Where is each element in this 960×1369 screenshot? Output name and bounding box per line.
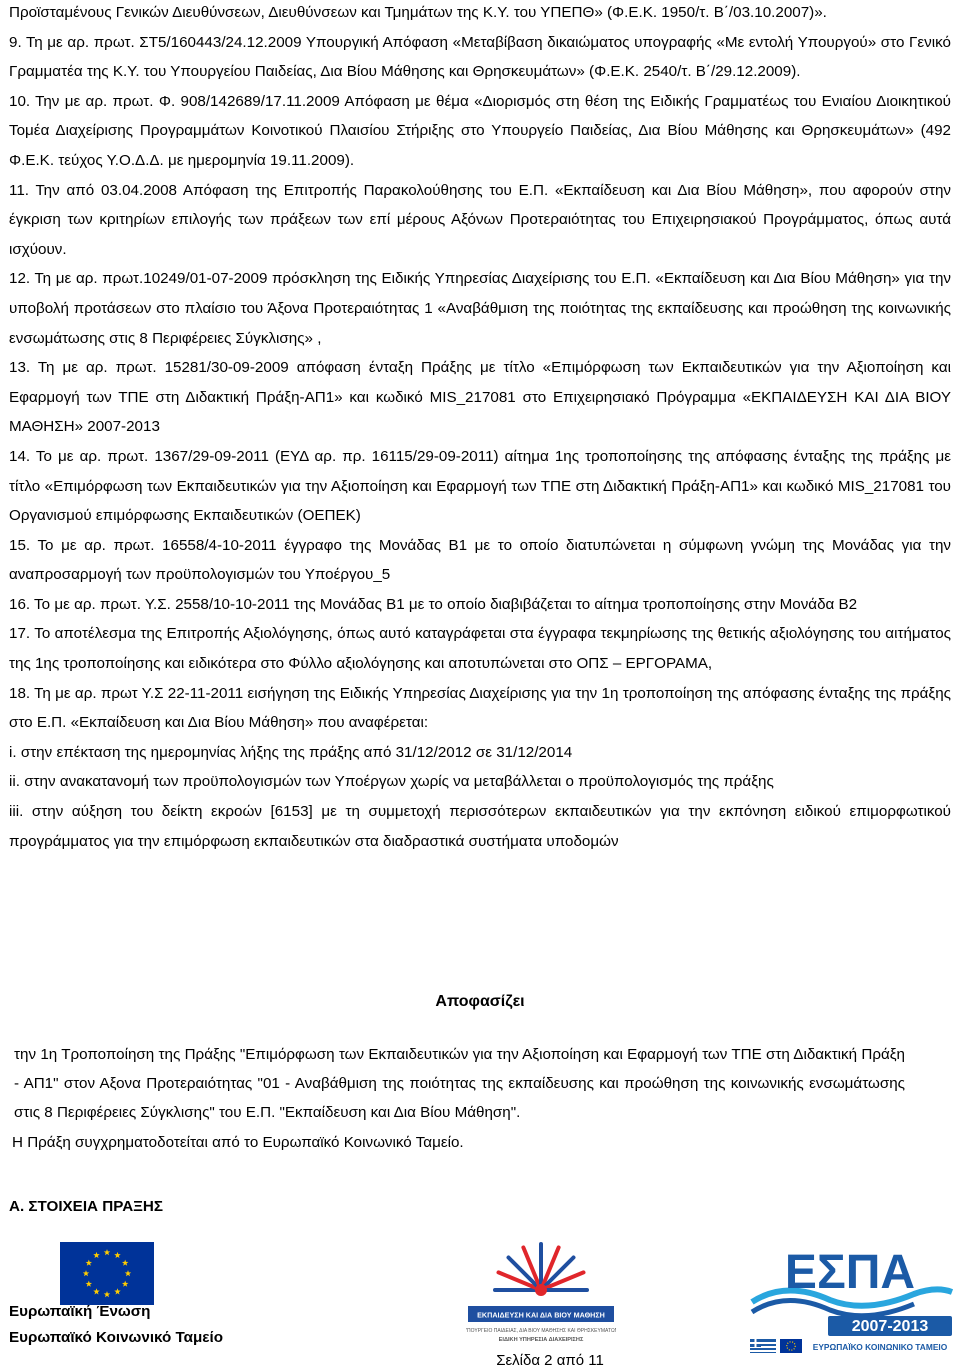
ministry-program-logo xyxy=(466,1238,616,1350)
svg-text:ΥΠΟΥΡΓΕΙΟ ΠΑΙΔΕΙΑΣ, ΔΙΑ ΒΙΟΥ Μ: ΥΠΟΥΡΓΕΙΟ ΠΑΙΔΕΙΑΣ, ΔΙΑ ΒΙΟΥ ΜΑΘΗΣΗΣ ΚΑΙ ΘΡΗΣΚΕΥΜΑΤΩΝ xyxy=(466,1328,616,1334)
decision-heading: Αποφασίζει xyxy=(435,993,525,1010)
list-item: 11. Την από 03.04.2008 Απόφαση της Επιτροπής Παρακολούθησης του Ε.Π. «Εκπαίδευση και Δια Βίου Μάθηση», που αφορούν στην έγκριση των κριτηρίων επιλογής των πράξεων των επί μέρους Αξόνων Προτεραιότητας του Επιχειρησιακού Προγράμματος, όπως αυτά ισχύουν. xyxy=(9,181,951,258)
decision-body xyxy=(12,1040,905,1157)
list-item: 9. Τη με αρ. πρωτ. ΣΤ5/160443/24.12.2009 Υπουργική Απόφαση «Μεταβίβαση δικαιώματος υπογραφής «Με εντολή Υπουργού» στο Γενικό Γραμματέα της Κ.Υ. του Υπουργείου Παιδείας, Δια Βίου Μάθησης και Θρησκευμάτων» (Φ.Ε.Κ. 2540/τ. Β΄/29.12.2009). xyxy=(9,33,951,81)
svg-text:ΕΥΡΩΠΑΪΚΟ ΚΟΙΝΩΝΙΚΟ ΤΑΜΕΙΟ: ΕΥΡΩΠΑΪΚΟ ΚΟΙΝΩΝΙΚΟ ΤΑΜΕΙΟ xyxy=(812,1342,948,1352)
list-item: 13. Τη με αρ. πρωτ. 15281/30-09-2009 απόφαση ένταξη Πράξης με τίτλο «Επιμόρφωση των Εκπαιδευτικών για την Αξιοποίηση και Εφαρμογή των ΤΠΕ στη Διδακτική Πράξη-ΑΠ1» και κωδικό MIS_217081 στο Επιχειρησιακό Πρόγραμμα «ΕΚΠΑΙΔΕΥΣΗ ΚΑΙ ΔΙΑ ΒΙΟΥ ΜΑΘΗΣΗ» 2007-2013 xyxy=(9,359,951,436)
decision-paragraph: την 1η Τροποποίηση της Πράξης "Επιμόρφωση των Εκπαιδευτικών για την Αξιοποίηση και Εφαρμογή των ΤΠΕ στη Διδακτική Πράξη - ΑΠ1" στον Αξονα Προτεραιότητας "01 - Αναβάθμιση της ποιότητας της εκπαίδευσης και προώθηση της κοινωνικής ενσωμάτωσης στις 8 Περιφέρειες Σύγκλισης" του Ε.Π. "Εκπαίδευση και Δια Βίου Μάθηση". xyxy=(14,1046,905,1122)
page-number: Σελίδα 2 από 11 xyxy=(496,1352,604,1369)
eu-caption-fund: Ευρωπαϊκό Κοινωνικό Ταμείο xyxy=(9,1329,223,1346)
svg-text:ΕΚΠΑΙΔΕΥΣΗ ΚΑΙ ΔΙΑ ΒΙΟΥ ΜΑΘΗΣΗ: ΕΚΠΑΙΔΕΥΣΗ ΚΑΙ ΔΙΑ ΒΙΟΥ ΜΑΘΗΣΗ xyxy=(477,1310,605,1320)
list-item: 14. Το με αρ. πρωτ. 1367/29-09-2011 (ΕΥΔ αρ. πρ. 16115/29-09-2011) αίτημα 1ης τροποποίησης της απόφασης ένταξης της πράξης με τίτλο «Επιμόρφωση των Εκπαιδευτικών για την Αξιοποίηση και Εφαρμογή των ΤΠΕ στη Διδακτική Πράξη-ΑΠ1» και κωδικό MIS_217081 του Οργανισμού επιμόρφωσης Εκπαιδευτικών (ΟΕΠΕΚ) xyxy=(9,447,951,525)
ministry-emblem xyxy=(466,1238,616,1350)
legal-basis-list xyxy=(9,0,951,856)
list-item: 17. Το αποτέλεσμα της Επιτροπής Αξιολόγησης, όπως αυτό καταγράφεται στα έγγραφα τεκμηρίωσης της θετικής αξιολόγησης του αιτήματος της 1ης τροποποίησης και ειδικότερα στο Φύλλο αξιολόγησης και αποτυπώνεται στο ΟΠΣ – ΕΡΓΟΡΑΜΑ, xyxy=(9,625,951,673)
greek-flag-icon xyxy=(750,1339,776,1353)
list-item: Προϊσταμένους Γενικών Διευθύνσεων, Διευθύνσεων και Τμημάτων της Κ.Υ. του ΥΠΕΠΘ» (Φ.Ε.Κ. 1950/τ. Β΄/03.10.2007)». xyxy=(9,4,827,21)
espa-emblem xyxy=(746,1242,956,1354)
list-item: 18. Τη με αρ. πρωτ Υ.Σ 22-11-2011 εισήγηση της Ειδικής Υπηρεσίας Διαχείρισης για την 1η τροποποίηση της απόφασης ένταξης της πράξης στο Ε.Π. «Εκπαίδευση και Δια Βίου Μάθηση» που αναφέρεται: xyxy=(9,684,951,732)
list-item: iii. στην αύξηση του δείκτη εκροών [6153] με τη συμμετοχή περισσότερων εκπαιδευτικών για την εκπόνηση ειδικού επιμορφωτικού προγράμματος για την επιμόρφωση εκπαιδευτικών στα διαδραστικά συστήματα υποδομών xyxy=(9,803,951,850)
list-item: 10. Την με αρ. πρωτ. Φ. 908/142689/17.11.2009 Απόφαση με θέμα «Διορισμός στη θέση της Ειδικής Γραμματέως του Ενιαίου Διοικητικού Τομέα Διαχείρισης Προγραμμάτων Κοινοτικού Πλαισίου Στήριξης στο Υπουργείο Παιδείας, Δια Βίου Μάθησης και Θρησκευμάτων» (492 Φ.Ε.Κ. τεύχος Υ.Ο.Δ.Δ. με ημερομηνία 19.11.2009). xyxy=(9,92,951,169)
espa-logo xyxy=(746,1242,956,1354)
eu-flag-logo xyxy=(60,1242,154,1305)
list-item: 12. Τη με αρ. πρωτ.10249/01-07-2009 πρόσκληση της Ειδικής Υπηρεσίας Διαχείρισης του Ε.Π. «Εκπαίδευση και Δια Βίου Μάθηση» για την υποβολή προτάσεων στο πλαίσιο του Άξονα Προτεραιότητας 1 «Αναβάθμιση της ποιότητας της εκπαίδευσης και προώθηση της κοινωνικής ενσωμάτωσης στις 8 Περιφέρειες Σύγκλισης» , xyxy=(9,270,951,347)
list-item: 16. Το με αρ. πρωτ. Υ.Σ. 2558/10-10-2011 της Μονάδας Β1 με το οποίο διαβιβάζεται το αίτημα τροποποίησης στην Μονάδα Β2 xyxy=(9,595,858,613)
svg-text:2007-2013: 2007-2013 xyxy=(851,1318,929,1335)
list-item: ii. στην ανακατανομή των προϋπολογισμών των Υποέργων χωρίς να μεταβάλλεται ο προϋπολογισμός της πράξης xyxy=(9,773,774,791)
list-item: i. στην επέκταση της ημερομηνίας λήξης της πράξης από 31/12/2012 σε 31/12/2014 xyxy=(9,743,573,761)
svg-text:ΕΣΠΑ: ΕΣΠΑ xyxy=(784,1246,916,1299)
eu-mini-flag-icon xyxy=(780,1339,802,1353)
section-heading: Α. ΣΤΟΙΧΕΙΑ ΠΡΑΞΗΣ xyxy=(9,1198,164,1215)
eu-caption-union: Ευρωπαϊκή Ένωση xyxy=(9,1303,151,1320)
list-item: 15. Το με αρ. πρωτ. 16558/4-10-2011 έγγραφο της Μονάδας Β1 με το οποίο διατυπώνεται η σύμφωνη γνώμη της Μονάδας για την αναπροσαρμογή των προϋπολογισμών του Υποέργου_5 xyxy=(9,536,951,584)
decision-paragraph: Η Πράξη συγχρηματοδοτείται από το Ευρωπαϊκό Κοινωνικό Ταμείο. xyxy=(12,1133,464,1151)
svg-text:ΕΙΔΙΚΗ ΥΠΗΡΕΣΙΑ ΔΙΑΧΕΙΡΙΣΗΣ: ΕΙΔΙΚΗ ΥΠΗΡΕΣΙΑ ΔΙΑΧΕΙΡΙΣΗΣ xyxy=(498,1337,584,1343)
